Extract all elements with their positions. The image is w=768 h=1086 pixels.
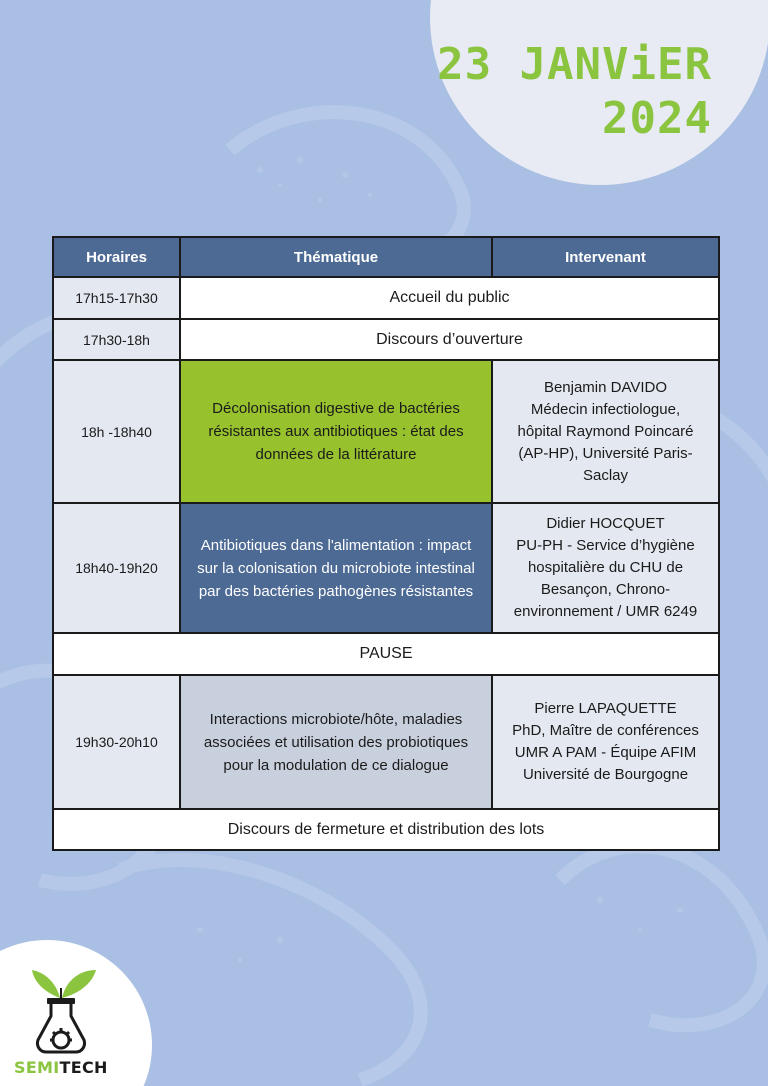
time-cell: 17h15-17h30 xyxy=(53,277,180,319)
table-row xyxy=(53,277,719,319)
time-cell: 18h -18h40 xyxy=(53,360,180,503)
time-cell: 18h40-19h20 xyxy=(53,503,180,633)
semitech-logo-text xyxy=(14,1058,108,1077)
header-theme: Thématique xyxy=(180,237,492,277)
speaker-detail: hôpital Raymond Poincaré xyxy=(517,422,694,440)
speaker-detail: Médecin infectiologue, xyxy=(530,400,681,418)
speaker-detail: PhD, Maître de conférences xyxy=(512,722,699,739)
table-row xyxy=(53,319,719,360)
speaker-name: Benjamin DAVIDO xyxy=(543,378,668,396)
theme-cell: Interactions microbiote/hôte, maladies associées et utilisation des probiotiques pour la modulation de ce dialogue xyxy=(180,675,492,809)
table-row xyxy=(53,675,719,809)
speaker-name: Didier HOCQUET xyxy=(546,515,665,532)
theme-cell: Antibiotiques dans l'alimentation : impact sur la colonisation du microbiote intestinal par des bactéries pathogènes résistantes xyxy=(180,503,492,633)
speaker-detail: Saclay xyxy=(582,466,629,484)
speaker-detail: Université de Bourgogne xyxy=(522,766,689,783)
time-cell: 17h30-18h xyxy=(53,319,180,360)
header-speaker: Intervenant xyxy=(492,237,719,277)
table-row xyxy=(53,503,719,633)
logo-text-tech: TECH xyxy=(59,1058,108,1077)
speaker-cell xyxy=(492,675,719,809)
time-cell: 19h30-20h10 xyxy=(53,675,180,809)
speaker-cell xyxy=(492,360,719,503)
agenda-table xyxy=(52,236,720,851)
logo-text-semi: SEMI xyxy=(14,1058,60,1077)
speaker-detail: (AP-HP), Université Paris- xyxy=(518,444,693,462)
speaker-detail: hospitalière du CHU de xyxy=(527,559,684,576)
speaker-detail: PU-PH - Service d’hygiène xyxy=(516,537,695,554)
table-header-row xyxy=(53,237,719,277)
event-date-line1: 23 JANViER xyxy=(437,39,712,90)
event-date xyxy=(437,38,712,146)
speaker-detail: Besançon, Chrono- xyxy=(540,581,671,598)
table-row xyxy=(53,360,719,503)
event-label-cell: Accueil du public xyxy=(180,277,719,319)
speaker-cell xyxy=(492,503,719,633)
table-row xyxy=(53,809,719,850)
theme-cell: Décolonisation digestive de bactéries résistantes aux antibiotiques : état des données de la littérature xyxy=(180,360,492,503)
closing-cell: Discours de fermeture et distribution des lots xyxy=(53,809,719,850)
semitech-flask-logo-icon xyxy=(10,958,110,1058)
speaker-name: Pierre LAPAQUETTE xyxy=(534,700,677,717)
speaker-detail: environnement / UMR 6249 xyxy=(513,603,698,620)
pause-cell: PAUSE xyxy=(53,633,719,675)
header-time: Horaires xyxy=(53,237,180,277)
event-date-line2: 2024 xyxy=(602,93,712,144)
event-label-cell: Discours d’ouverture xyxy=(180,319,719,360)
table-row xyxy=(53,633,719,675)
speaker-detail: UMR A PAM - Équipe AFIM xyxy=(514,744,697,761)
